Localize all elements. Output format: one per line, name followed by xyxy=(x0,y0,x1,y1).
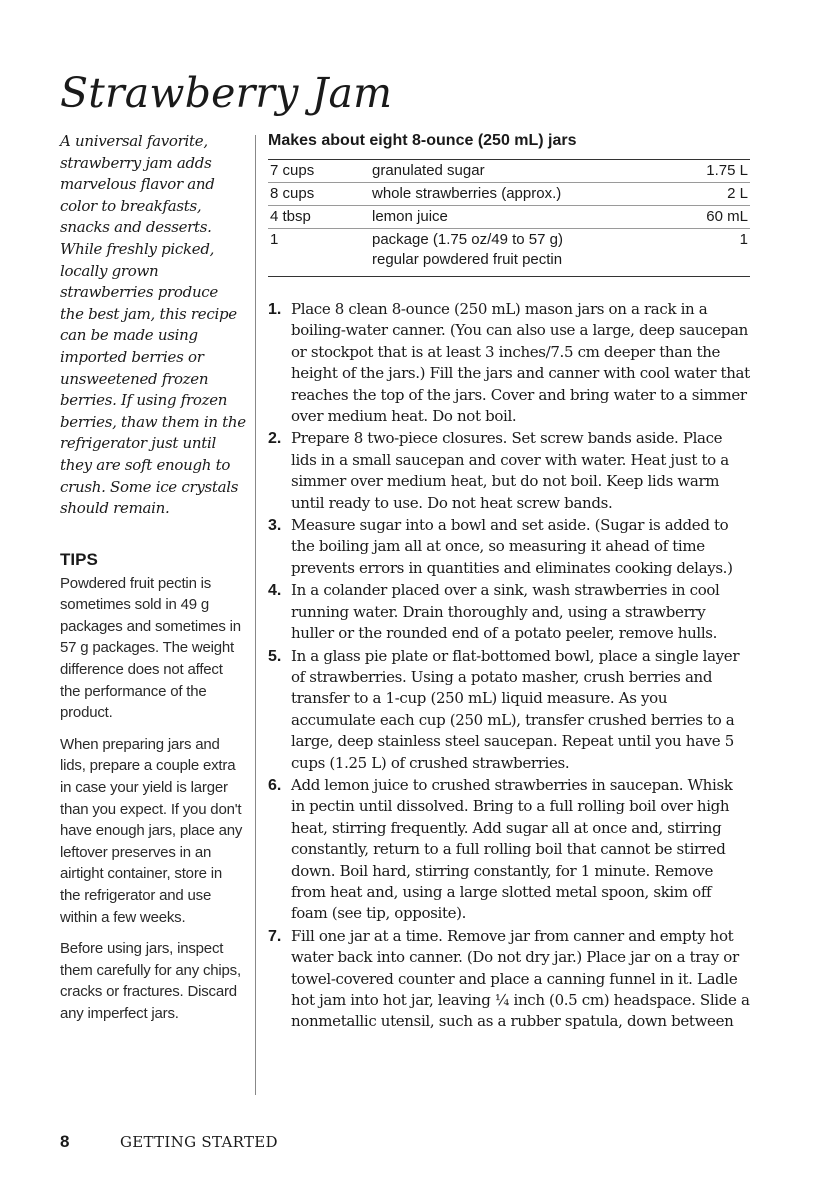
column-divider xyxy=(255,135,256,1095)
step-item xyxy=(268,428,750,514)
ingredient-quantity: 7 cups xyxy=(268,160,370,183)
ingredient-metric: 2 L xyxy=(656,183,750,206)
step-text: In a glass pie plate or flat-bottomed bowl, place a single layer of strawberries. Using a potato masher, crush berries and transfer to a 1-cup (250 mL) liquid measure. As you accumulate each cup (250 mL), transfer crushed berries to a large, deep stainless steel saucepan. Repeat until you have 5 cups (1.25 L) of crushed strawberries. xyxy=(291,646,740,772)
step-number: 4. xyxy=(268,582,282,600)
steps-list xyxy=(268,299,750,1033)
ingredient-row xyxy=(268,183,750,206)
recipe-title: Strawberry Jam xyxy=(60,69,393,117)
ingredient-name: lemon juice xyxy=(370,206,656,229)
page-number: 8 xyxy=(60,1132,70,1151)
tips-heading: TIPS xyxy=(60,549,98,569)
recipe-yield: Makes about eight 8-ounce (250 mL) jars xyxy=(268,132,577,149)
step-item xyxy=(268,646,750,774)
step-item xyxy=(268,926,750,1033)
step-number: 2. xyxy=(268,430,282,448)
ingredient-row xyxy=(268,229,750,277)
step-item xyxy=(268,580,750,644)
tip-paragraph: When preparing jars and lids, prepare a couple extra in case your yield is larger than you expect. If you don't have enough jars, place any leftover preserves in an airtight container, store in the refrigerator and use within a few weeks. xyxy=(60,735,243,926)
ingredient-row xyxy=(268,206,750,229)
ingredient-name: whole strawberries (approx.) xyxy=(370,183,656,206)
sidebar xyxy=(60,131,246,1035)
ingredient-quantity: 8 cups xyxy=(268,183,370,206)
ingredient-row xyxy=(268,160,750,183)
ingredient-name: package (1.75 oz/49 to 57 g) regular powdered fruit pectin xyxy=(372,231,563,268)
ingredient-quantity: 1 xyxy=(270,231,279,248)
step-text: Fill one jar at a time. Remove jar from canner and empty hot water back into canner. (Do not dry jar.) Place jar on a tray or towel-covered counter and place a canning funnel in it. Ladle hot jam into hot jar, leaving ¼ inch (0.5 cm) headspace. Slide a nonmetallic utensil, such as a rubber spatula, down between xyxy=(291,926,750,1031)
tip-paragraph: Before using jars, inspect them carefully for any chips, cracks or fractures. Discard any imperfect jars. xyxy=(60,940,241,1022)
ingredient-name: granulated sugar xyxy=(370,160,656,183)
ingredient-metric: 1.75 L xyxy=(656,160,750,183)
step-text: Measure sugar into a bowl and set aside. (Sugar is added to the boiling jam all at once, so measuring it ahead of time prevents errors in quantities and eliminates cooking delays.) xyxy=(291,516,733,577)
ingredient-quantity: 4 tbsp xyxy=(268,206,370,229)
recipe-main xyxy=(268,130,750,1034)
step-text: Place 8 clean 8-ounce (250 mL) mason jars on a rack in a boiling-water canner. (You can also use a large, deep saucepan or stockpot that is at least 3 inches/7.5 cm deeper than the height of the jars.) Fill the jars and canner with cool water that reaches the top of the jars. Cover and bring water to a simmer over medium heat. Do not boil. xyxy=(291,300,750,426)
step-number: 1. xyxy=(268,301,282,318)
ingredient-metric: 60 mL xyxy=(656,206,750,229)
step-text: In a colander placed over a sink, wash strawberries in cool running water. Drain thoroughly and, using a strawberry huller or the rounded end of a potato peeler, remove hulls. xyxy=(291,581,720,643)
ingredient-metric: 1 xyxy=(739,231,748,248)
step-number: 6. xyxy=(268,776,282,794)
step-text: Add lemon juice to crushed strawberries in saucepan. Whisk in pectin until dissolved. Bring to a full rolling boil over high heat, stirring frequently. Add sugar all at once and, stirring constantly, return to a full rolling boil that cannot be stirred down. Boil hard, stirring constantly, for 1 minute. Remove from heat and, using a large slotted metal spoon, skim off foam (see tip, opposite). xyxy=(291,775,733,923)
page-footer xyxy=(60,1132,278,1153)
step-item xyxy=(268,775,750,925)
step-number: 5. xyxy=(268,647,282,665)
step-item xyxy=(268,515,750,579)
tip-paragraph: Powdered fruit pectin is sometimes sold in 49 g packages and sometimes in 57 g packages. The weight difference does not affect the performance of the product. xyxy=(60,574,241,722)
section-name: GETTING STARTED xyxy=(120,1133,278,1151)
step-text: Prepare 8 two-piece closures. Set screw bands aside. Place lids in a small saucepan and cover with water. Heat just to a simmer over medium heat, but do not boil. Keep lids warm until ready to use. Do not heat screw bands. xyxy=(291,429,729,512)
ingredients-table xyxy=(268,159,750,277)
recipe-intro: A universal favorite, strawberry jam adds marvelous flavor and color to breakfasts, snacks and desserts. While freshly picked, locally grown strawberries produce the best jam, this recipe can be made using imported berries or unsweetened frozen berries. If using frozen berries, thaw them in the refrigerator just until they are soft enough to crush. Some ice crystals should remain. xyxy=(60,132,246,518)
step-item xyxy=(268,299,750,427)
step-number: 7. xyxy=(268,927,282,945)
step-number: 3. xyxy=(268,517,282,535)
